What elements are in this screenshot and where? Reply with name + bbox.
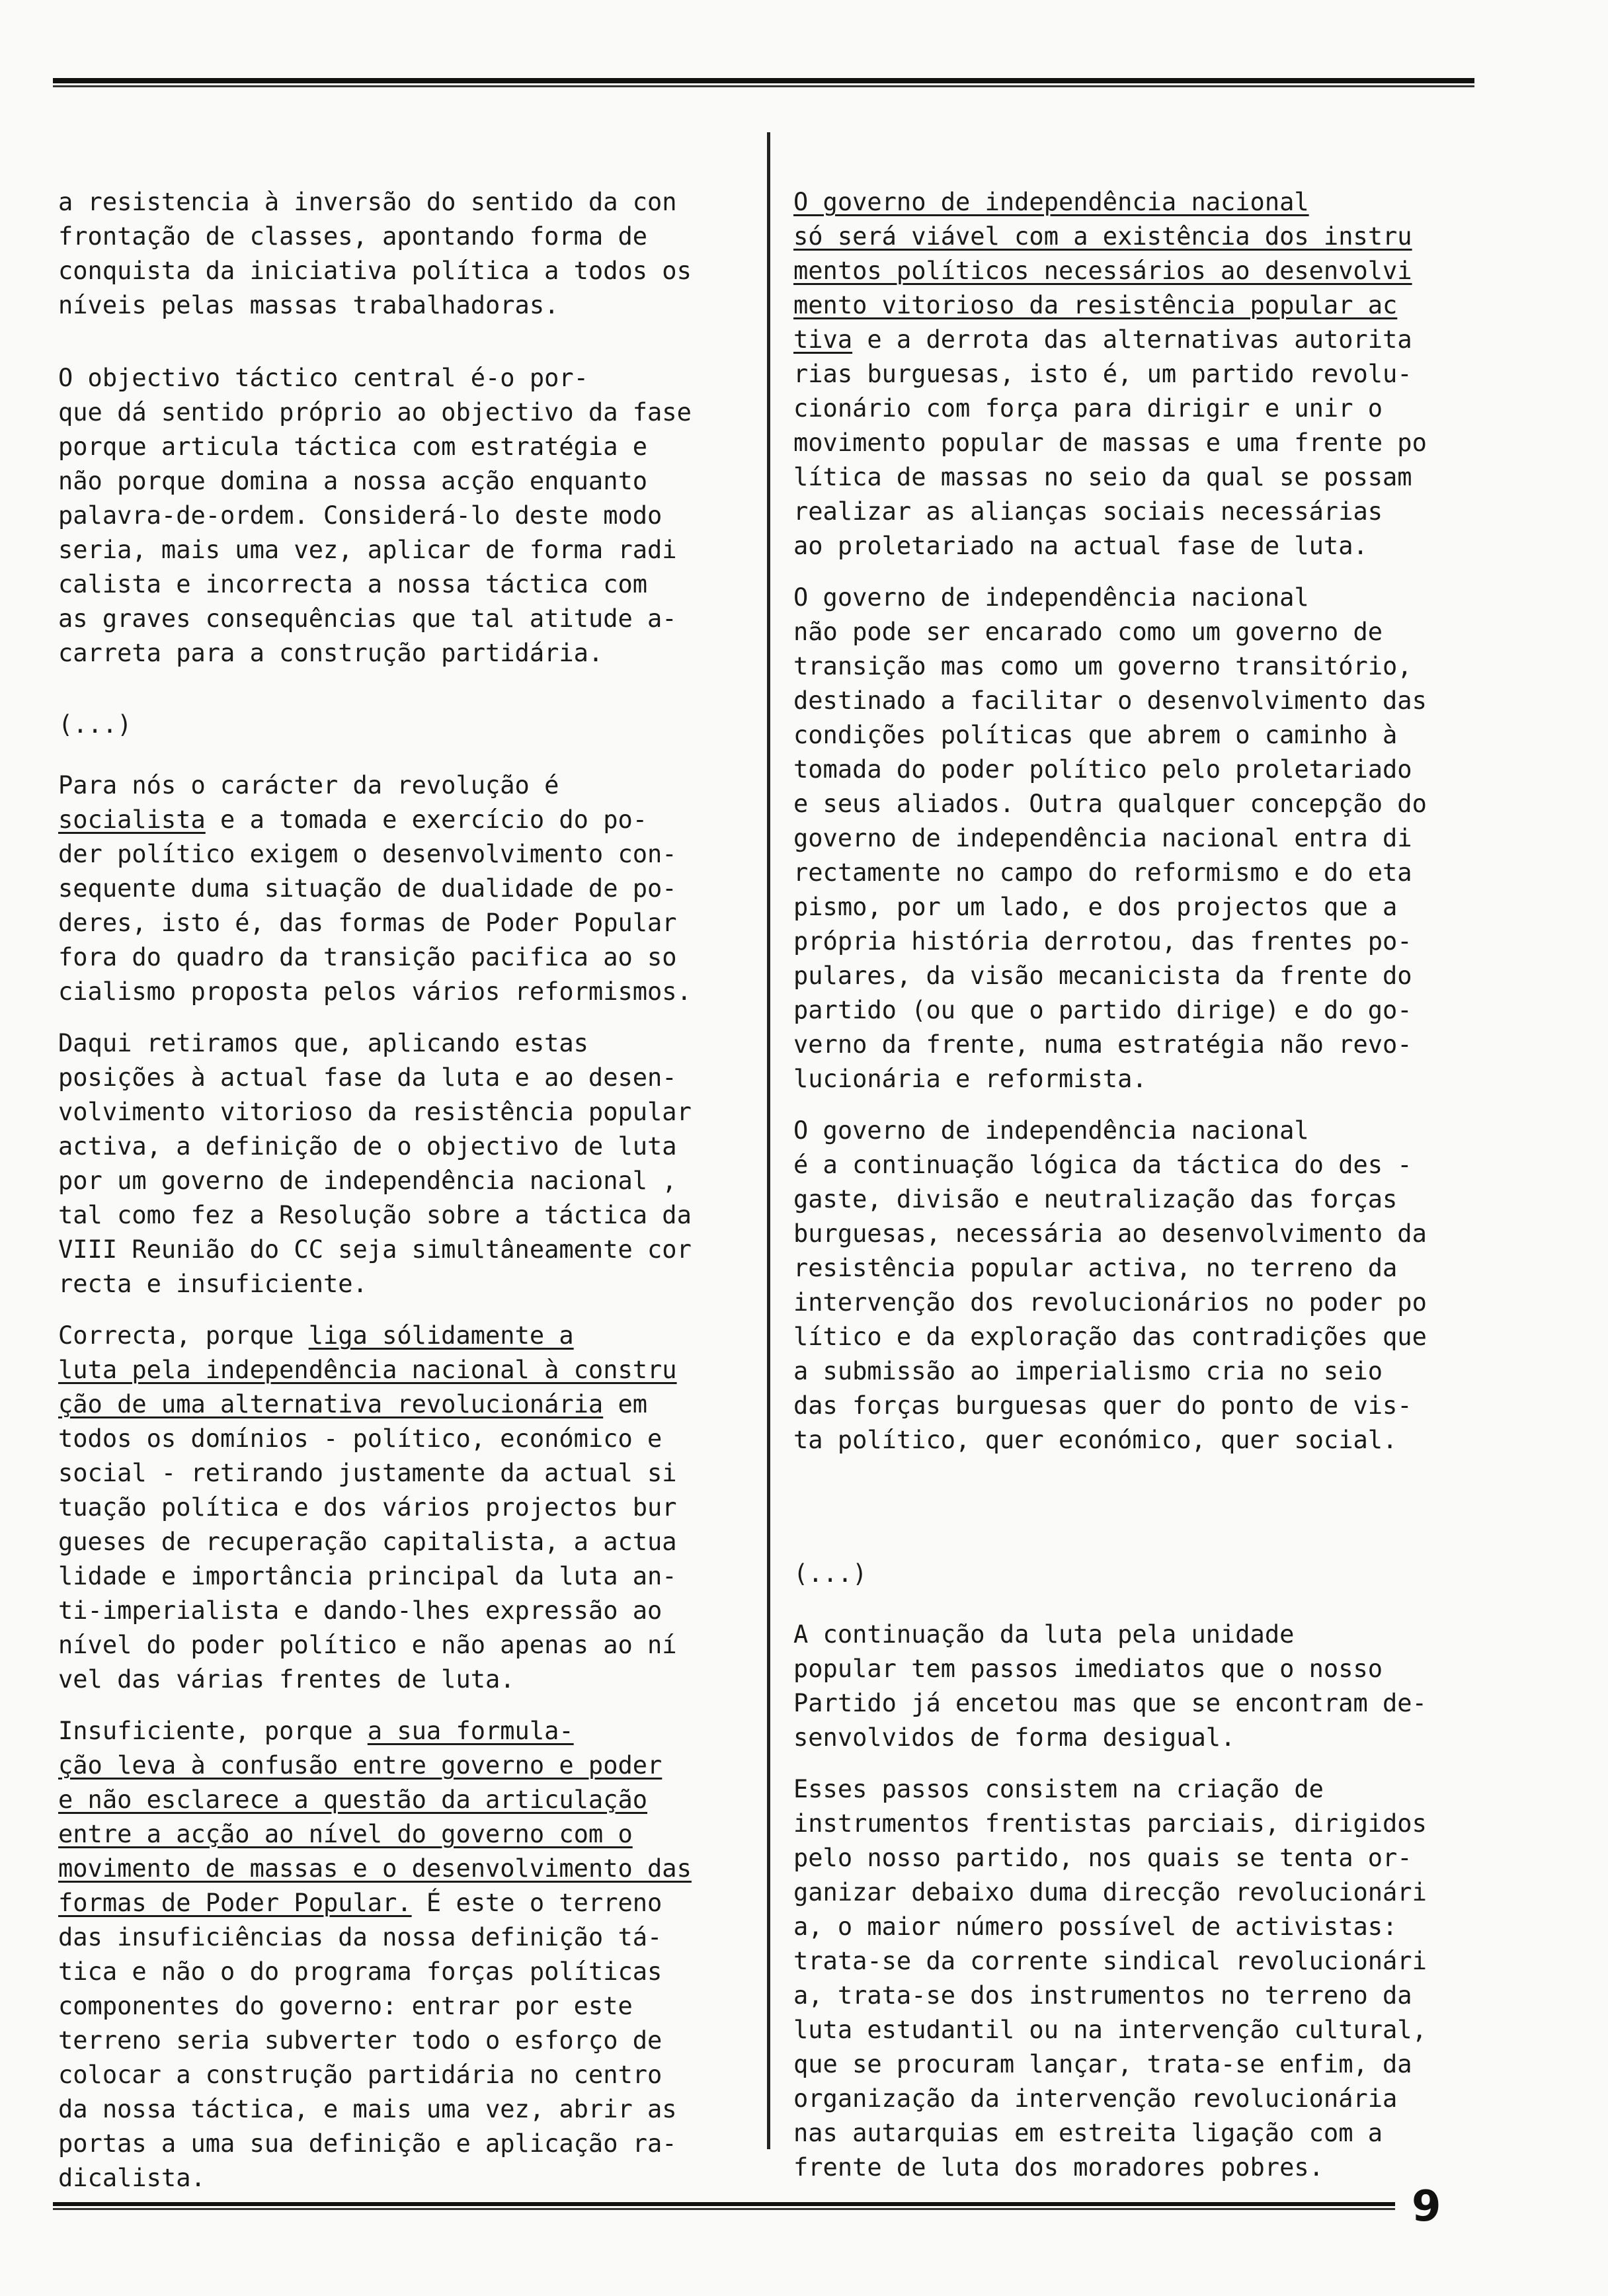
bottom-rule-thick — [53, 2202, 1395, 2206]
left-paragraph-3 — [58, 768, 752, 1009]
left-paragraph-5 — [58, 1319, 752, 1697]
right-paragraph-1 — [793, 185, 1488, 563]
text-run: e a tomada e exercício do po- der político exigem o desenvolvimento con- sequente duma situação de dualidade de po- deres, isto é, das formas de Poder Popular fora do quadro da transição pacifica ao so cialismo proposta pelos vários reformismos. — [58, 805, 692, 1006]
underlined-run: liga sólidamente a luta pela independência nacional à constru ção de uma alternativa revolucionária — [58, 1321, 677, 1418]
underlined-run: O governo de independência nacional só será viável com a existência dos instru mentos políticos necessários ao desenvolvi mento vitorioso da resistência popular ac tiva — [793, 188, 1412, 354]
top-rule-thin — [53, 85, 1474, 87]
page-number: 9 — [1412, 2182, 1441, 2231]
right-paragraph-2: O governo de independência nacional não pode ser encarado como um governo de transição mas como um governo transitório, destinado a facilitar o desenvolvimento das condições políticas que abrem o caminho à tomada do poder político pelo proletariado e seus aliados. Outra qualquer concepção do governo de independência nacional entra di rectamente no campo do reformismo e do eta pismo, por um lado, e dos projectos que a própria história derrotou, das frentes po- pulares, da visão mecanicista da frente do partido (ou que o partido dirige) e do go- verno da frente, numa estratégia não revo- lucionária e reformista. — [793, 583, 1427, 1093]
right-paragraph-4: A continuação da luta pela unidade popular tem passos imediatos que o nosso Partido já encetou mas que se encontram de- senvolvidos de forma desigual. — [793, 1620, 1427, 1752]
text-run: em todos os domínios - político, económico e social - retirando justamente da actual si tuação política e dos vários projectos bur gueses de recuperação capitalista, a actua lidade e importância principal da luta an- ti-imperialista e dando-lhes expressão ao nível do poder político e não apenas ao ní vel das várias frentes de luta. — [58, 1390, 677, 1694]
right-paragraph-5: Esses passos consistem na criação de instrumentos frentistas parciais, dirigidos pelo nosso partido, nos quais se tenta or- ganizar debaixo duma direcção revolucionári a, o maior número possível de activistas: trata-se da corrente sindical revolucionári a, trata-se dos instrumentos no terreno da luta estudantil ou na intervenção cultural, que se procuram lançar, trata-se enfim, da organização da intervenção revolucionária nas autarquias em estreita ligação com a frente de luta dos moradores pobres. — [793, 1775, 1427, 2182]
right-paragraph-3: O governo de independência nacional é a continuação lógica da táctica do des - gaste, divisão e neutralização das forças burguesas, necessária ao desenvolvimento da resistência popular activa, no terreno da intervenção dos revolucionários no poder po lítico e da exploração das contradições que a submissão ao imperialismo cria no seio das forças burguesas quer do ponto de vis- ta político, quer económico, quer social. — [793, 1116, 1427, 1454]
text-run: e a derrota das alternativas autorita rias burguesas, isto é, um partido revolu- cionário com força para dirigir e unir o movimento popular de massas e uma frente po lítica de massas no seio da qual se possam realizar as alianças sociais necessárias ao proletariado na actual fase de luta. — [793, 325, 1427, 560]
left-column — [58, 185, 752, 2213]
right-ellipsis: (...) — [793, 1559, 867, 1588]
text-run: Correcta, porque — [58, 1321, 309, 1350]
column-divider — [767, 132, 770, 2149]
text-run: Insuficiente, porque — [58, 1717, 368, 1745]
left-paragraph-2: O objectivo táctico central é-o por- que dá sentido próprio ao objectivo da fase porque articula táctica com estratégia e não porque domina a nossa acção enquanto palavra-de-ordem. Considerá-lo deste modo seria, mais uma vez, aplicar de forma radi calista e incorrecta a nossa táctica com as graves consequências que tal atitude a- carreta para a construção partidária. — [58, 364, 692, 667]
text-run: Para nós o carácter da revolução é — [58, 771, 559, 800]
top-rule-thick — [53, 78, 1474, 83]
left-paragraph-1: a resistencia à inversão do sentido da con frontação de classes, apontando forma de conquista da iniciativa política a todos os níveis pelas massas trabalhadoras. — [58, 188, 692, 319]
left-paragraph-6 — [58, 1714, 752, 2195]
bottom-rule — [53, 2202, 1395, 2211]
left-paragraph-4: Daqui retiramos que, aplicando estas posições à actual fase da luta e ao desen- volvimento vitorioso da resistência popular activa, a definição de o objectivo de luta por um governo de independência nacional , tal como fez a Resolução sobre a táctica da VIII Reunião do CC seja simultâneamente cor recta e insuficiente. — [58, 1029, 692, 1298]
top-rule — [53, 78, 1474, 87]
underlined-run: a sua formula- ção leva à confusão entre governo e poder e não esclarece a questão da articulação entre a acção ao nível do governo com o movimento de massas e o desenvolvimento das formas de Poder Popular. — [58, 1717, 692, 1917]
underlined-run: socialista — [58, 805, 206, 834]
right-column — [793, 185, 1488, 2202]
text-run: É este o terreno das insuficiências da nossa definição tá- tica e não o do programa forças políticas componentes do governo: entrar por este terreno seria subverter todo o esforço de colocar a construção partidária no centro da nossa táctica, e mais uma vez, abrir as portas a uma sua definição e aplicação ra- dicalista. — [58, 1889, 677, 2192]
left-ellipsis: (...) — [58, 710, 132, 739]
bottom-rule-thin — [53, 2208, 1395, 2210]
